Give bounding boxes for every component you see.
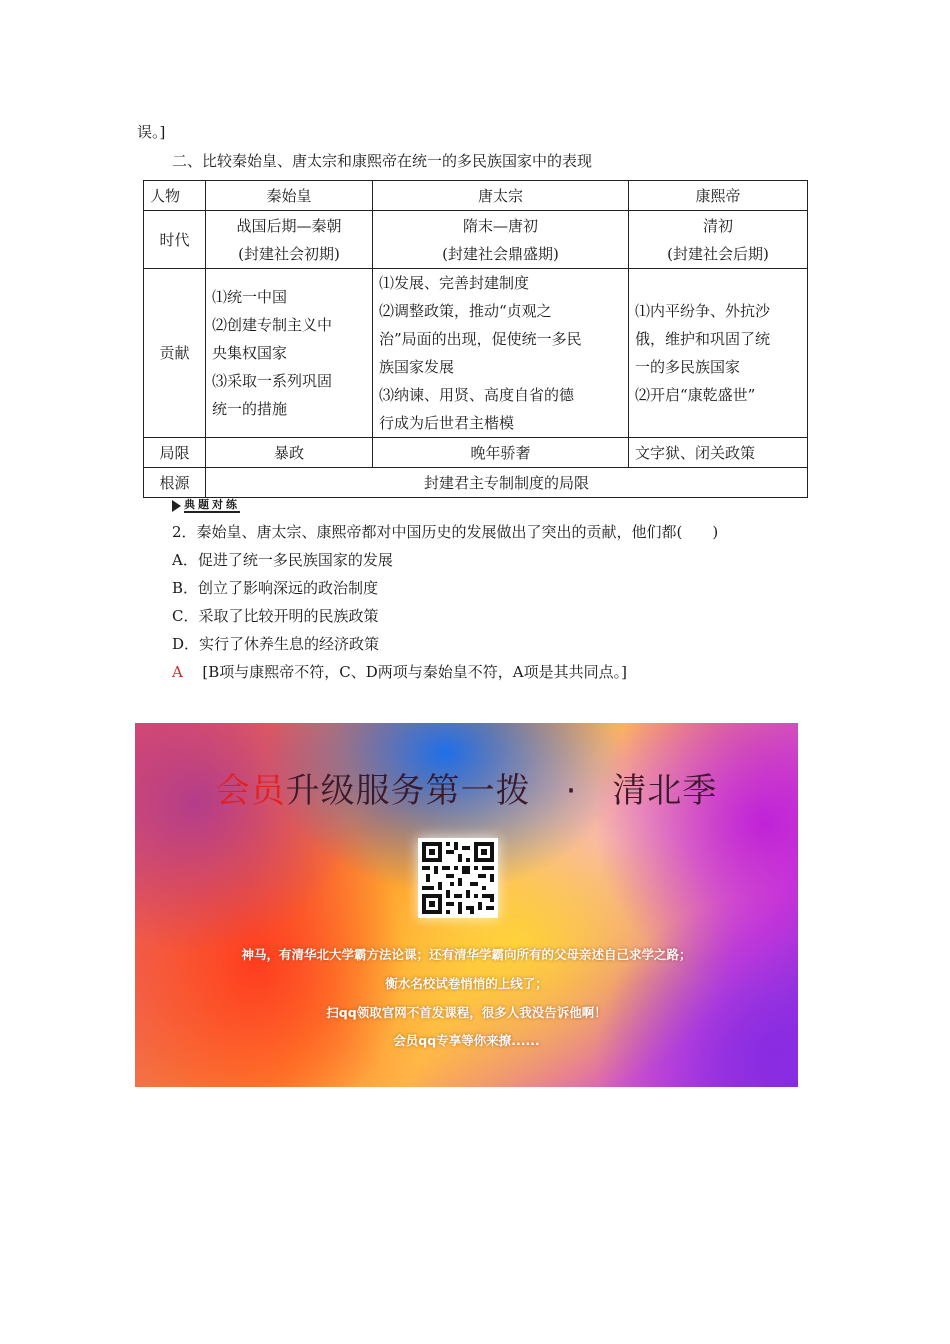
era-tang: 隋末—唐初 (封建社会鼎盛期)	[373, 211, 629, 269]
header-cell: 唐太宗	[373, 181, 629, 211]
table-row-era	[144, 211, 808, 269]
header-cell: 秦始皇	[206, 181, 373, 211]
answer-explanation: [B项与康熙帝不符，C、D两项与秦始皇不符，A项是其共同点。]	[202, 663, 627, 681]
row-label: 局限	[144, 438, 206, 468]
option-c: C．采取了比较开明的民族政策	[172, 607, 379, 625]
option-b: B．创立了影响深远的政治制度	[172, 579, 379, 597]
contribution-tang: ⑴发展、完善封建制度 ⑵调整政策，推动“贞观之 治”局面的出现，促使统一多民 族国家发展 ⑶纳谏、用贤、高度自省的德 行成为后世君主楷模	[373, 269, 629, 438]
qr-code-icon[interactable]	[418, 838, 498, 918]
answer-letter: A	[172, 663, 183, 681]
header-cell: 人物	[144, 181, 206, 211]
practice-tag	[172, 499, 240, 513]
table-header-row	[144, 181, 808, 211]
header-cell: 康熙帝	[629, 181, 808, 211]
contribution-qing: ⑴内平纷争、外抗沙 俄，维护和巩固了统 一的多民族国家 ⑵开启“康乾盛世”	[629, 269, 808, 438]
option-a: A．促进了统一多民族国家的发展	[172, 551, 393, 569]
limitation-qin: 暴政	[206, 438, 373, 468]
table-row-contribution	[144, 269, 808, 438]
promo-banner[interactable]	[135, 723, 798, 1087]
banner-line: 会员qq专享等你来撩......	[393, 1033, 540, 1048]
limitation-qing: 文字狱、闭关政策	[629, 438, 808, 468]
row-label: 根源	[144, 468, 206, 498]
banner-title	[135, 763, 798, 812]
play-arrow-icon	[172, 500, 181, 512]
banner-title-highlight: 会员	[215, 771, 286, 811]
comparison-table	[143, 180, 808, 498]
contribution-qin: ⑴统一中国 ⑵创建专制主义中 央集权国家 ⑶采取一系列巩固 统一的措施	[206, 269, 373, 438]
era-qing: 清初 (封建社会后期)	[629, 211, 808, 269]
option-d: D．实行了休养生息的经济政策	[172, 635, 380, 653]
intro-tail: 误。]	[137, 123, 166, 141]
root-value: 封建君主专制制度的局限	[206, 468, 808, 498]
table-row-limitation	[144, 438, 808, 468]
table-row-root	[144, 468, 808, 498]
row-label: 时代	[144, 211, 206, 269]
practice-tag-label: 典题对练	[184, 498, 240, 511]
answer-line	[172, 662, 627, 682]
question-stem: 2．秦始皇、唐太宗、康熙帝都对中国历史的发展做出了突出的贡献，他们都( )	[172, 523, 719, 541]
section-heading: 二、比较秦始皇、唐太宗和康熙帝在统一的多民族国家中的表现	[172, 152, 593, 170]
row-label: 贡献	[144, 269, 206, 438]
limitation-tang: 晚年骄奢	[373, 438, 629, 468]
banner-line: 神马，有清华北大学霸方法论课；还有清华学霸向所有的父母亲述自己求学之路；	[241, 947, 692, 962]
era-qin: 战国后期—秦朝 (封建社会初期)	[206, 211, 373, 269]
banner-line: 衡水名校试卷悄悄的上线了；	[385, 976, 548, 991]
banner-title-rest: 升级服务第一拨 · 清北季	[285, 771, 718, 811]
banner-line: 扫qq领取官网不首发课程，很多人我没告诉他啊！	[326, 1005, 607, 1020]
